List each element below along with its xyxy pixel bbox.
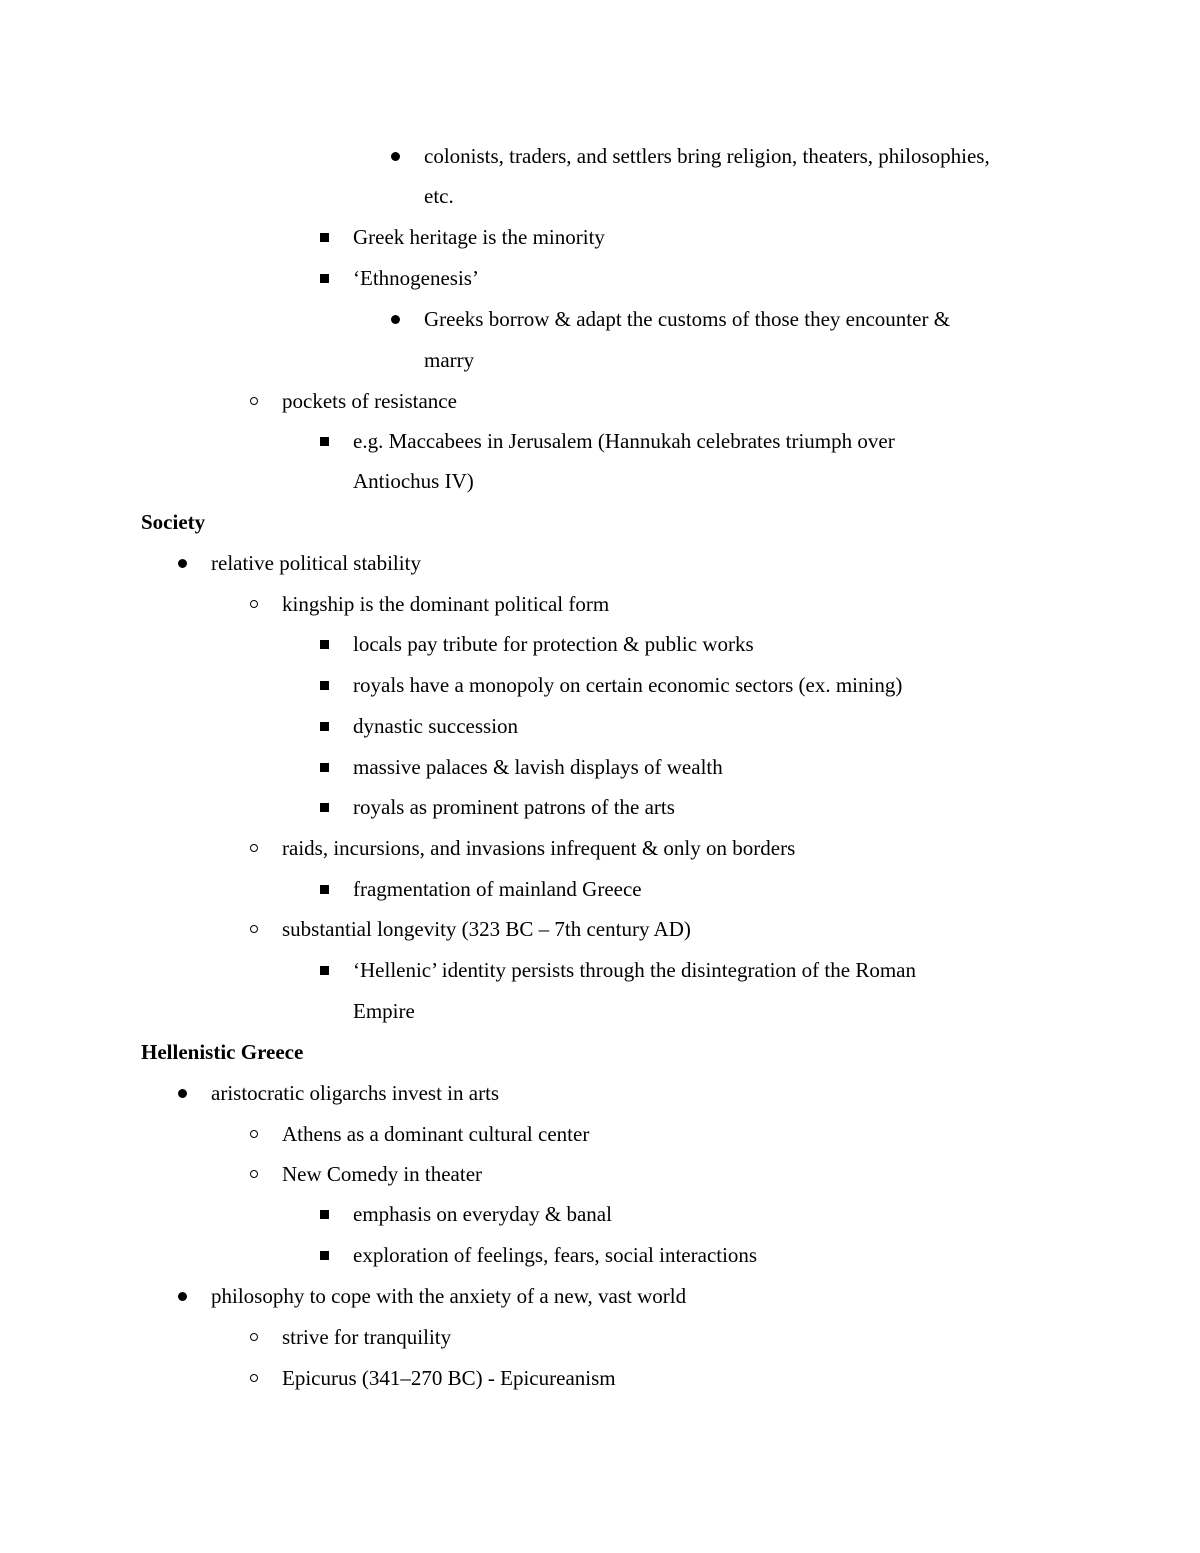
square-bullet-icon xyxy=(320,1210,329,1219)
list-item-palaces: massive palaces & lavish displays of wealth xyxy=(353,755,723,779)
list-item-greeks-borrow-continued: marry xyxy=(424,348,475,372)
list-item-greek-heritage: Greek heritage is the minority xyxy=(353,225,605,249)
list-item-hellenic-continued: Empire xyxy=(353,999,415,1023)
square-bullet-icon xyxy=(320,966,329,975)
list-item-hellenic: ‘Hellenic’ identity persists through the disintegration of the Roman xyxy=(353,958,916,982)
list-item-maccabees: e.g. Maccabees in Jerusalem (Hannukah celebrates triumph over xyxy=(353,429,895,453)
list-item-kingship: kingship is the dominant political form xyxy=(282,592,610,616)
list-item-monopoly: royals have a monopoly on certain economic sectors (ex. mining) xyxy=(353,673,903,697)
circle-bullet-icon xyxy=(250,1170,258,1178)
square-bullet-icon xyxy=(320,640,329,649)
list-item-colonists: colonists, traders, and settlers bring religion, theaters, philosophies, xyxy=(424,144,990,168)
disc-bullet-icon xyxy=(178,559,187,568)
section-heading-hellenistic: Hellenistic Greece xyxy=(141,1040,304,1064)
list-item-pockets: pockets of resistance xyxy=(282,389,457,413)
square-bullet-icon xyxy=(320,885,329,894)
disc-bullet-icon xyxy=(178,1089,187,1098)
section-heading-society: Society xyxy=(141,510,206,534)
list-item-stability: relative political stability xyxy=(211,551,421,575)
square-bullet-icon xyxy=(320,803,329,812)
list-item-dynastic: dynastic succession xyxy=(353,714,519,738)
circle-bullet-icon xyxy=(250,1333,258,1341)
list-item-longevity: substantial longevity (323 BC – 7th century AD) xyxy=(282,917,691,941)
list-item-patrons: royals as prominent patrons of the arts xyxy=(353,795,675,819)
list-item-maccabees-continued: Antiochus IV) xyxy=(353,469,474,493)
disc-bullet-icon xyxy=(178,1292,187,1301)
square-bullet-icon xyxy=(320,681,329,690)
circle-bullet-icon xyxy=(250,925,258,933)
list-item-ethnogenesis: ‘Ethnogenesis’ xyxy=(353,266,479,290)
circle-bullet-icon xyxy=(250,844,258,852)
circle-bullet-icon xyxy=(250,1130,258,1138)
list-item-epicurus: Epicurus (341–270 BC) - Epicureanism xyxy=(282,1366,616,1390)
square-bullet-icon xyxy=(320,233,329,242)
list-item-greeks-borrow: Greeks borrow & adapt the customs of those they encounter & xyxy=(424,307,951,331)
circle-bullet-icon xyxy=(250,1374,258,1382)
disc-bullet-icon xyxy=(391,315,400,324)
list-item-raids: raids, incursions, and invasions infrequent & only on borders xyxy=(282,836,796,860)
square-bullet-icon xyxy=(320,722,329,731)
list-item-everyday: emphasis on everyday & banal xyxy=(353,1202,612,1226)
list-item-athens: Athens as a dominant cultural center xyxy=(282,1122,590,1146)
square-bullet-icon xyxy=(320,274,329,283)
circle-bullet-icon xyxy=(250,397,258,405)
square-bullet-icon xyxy=(320,1251,329,1260)
circle-bullet-icon xyxy=(250,600,258,608)
list-item-feelings: exploration of feelings, fears, social interactions xyxy=(353,1243,758,1267)
disc-bullet-icon xyxy=(391,152,400,161)
list-item-colonists-continued: etc. xyxy=(424,184,454,208)
square-bullet-icon xyxy=(320,437,329,446)
list-item-philosophy: philosophy to cope with the anxiety of a new, vast world xyxy=(211,1284,687,1308)
list-item-new-comedy: New Comedy in theater xyxy=(282,1162,483,1186)
square-bullet-icon xyxy=(320,763,329,772)
list-item-oligarchs: aristocratic oligarchs invest in arts xyxy=(211,1081,500,1105)
list-item-fragmentation: fragmentation of mainland Greece xyxy=(353,877,642,901)
list-item-tribute: locals pay tribute for protection & public works xyxy=(353,632,754,656)
list-item-tranquility: strive for tranquility xyxy=(282,1325,452,1349)
